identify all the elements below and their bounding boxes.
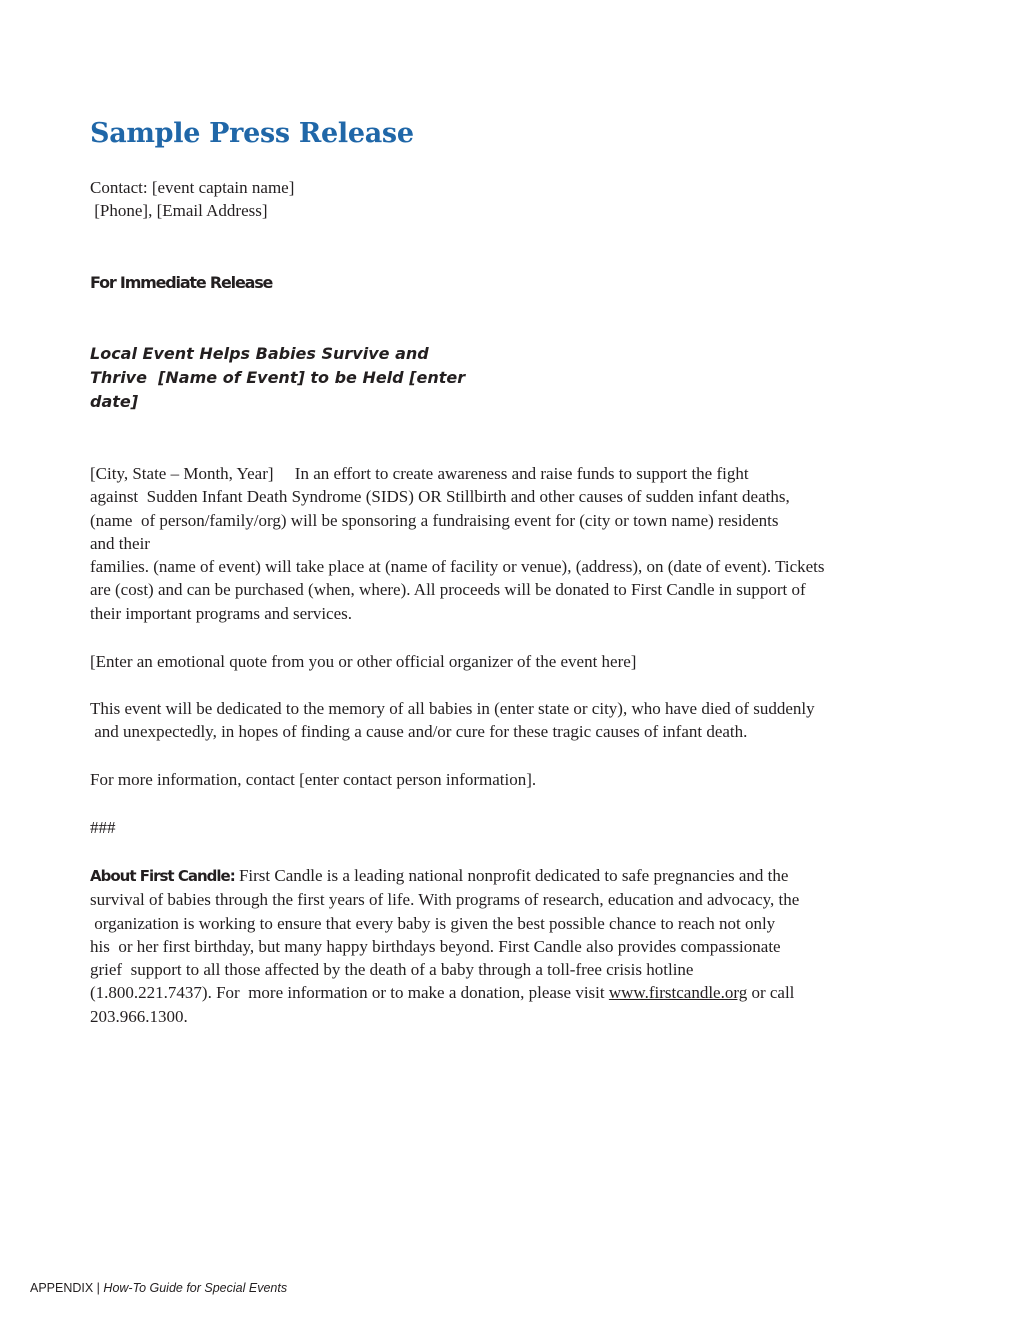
paragraph-line: (name of person/family/org) will be sponsoring a fundraising event for (city or town name) residents <box>90 510 779 530</box>
page-footer <box>30 1281 287 1295</box>
headline-line: Local Event Helps Babies Survive and <box>90 344 429 363</box>
paragraph-line: organization is working to ensure that every baby is given the best possible chance to reach not only <box>90 913 776 933</box>
separator <box>90 816 116 839</box>
paragraph-line: For more information, contact [enter contact person information]. <box>90 770 537 789</box>
body-paragraph-dedication <box>90 697 815 744</box>
paragraph-line: grief support to all those affected by the death of a baby through a toll-free crisis hotline <box>90 960 694 980</box>
paragraph-line: [Enter an emotional quote from you or other official organizer of the event here] <box>90 652 637 671</box>
paragraph-line: are (cost) and can be purchased (when, where). All proceeds will be donated to First Candle in support of <box>90 580 806 600</box>
paragraph-line: his or her first birthday, but many happy birthdays beyond. First Candle also provides compassionate <box>90 936 781 956</box>
body-paragraph-intro <box>90 462 825 625</box>
website-link[interactable]: www.firstcandle.org <box>608 983 748 1003</box>
about-text: or call <box>747 983 795 1003</box>
headline-line: Thrive [Name of Event] to be Held [enter <box>90 368 466 387</box>
about-paragraph <box>90 864 799 1028</box>
contact-block <box>90 176 294 222</box>
paragraph-line: families. (name of event) will take place at (name of facility or venue), (address), on (date of event). Tickets <box>90 557 825 577</box>
paragraph-line: and their <box>90 533 150 553</box>
about-label: About First Candle: <box>90 867 235 885</box>
headline-line: date] <box>90 392 139 411</box>
release-label: For Immediate Release <box>90 273 273 292</box>
footer-guide-title: How-To Guide for Special Events <box>103 1281 288 1295</box>
paragraph-line: their important programs and services. <box>90 603 353 623</box>
about-text: First Candle is a leading national nonprofit dedicated to safe pregnancies and the <box>234 866 789 885</box>
paragraph-line: against Sudden Infant Death Syndrome (SIDS) OR Stillbirth and other causes of sudden infant deaths, <box>90 487 790 507</box>
separator-text: ### <box>90 818 116 837</box>
paragraph-line: 203.966.1300. <box>90 1006 188 1026</box>
page-title: Sample Press Release <box>90 118 414 149</box>
headline <box>90 342 470 414</box>
paragraph-line: This event will be dedicated to the memory of all babies in (enter state or city), who have died of suddenly <box>90 699 815 718</box>
footer-section: APPENDIX | <box>30 1281 104 1295</box>
body-paragraph-quote <box>90 650 636 673</box>
paragraph-line: and unexpectedly, in hopes of finding a cause and/or cure for these tragic causes of infant death. <box>90 722 748 742</box>
contact-name-line: Contact: [event captain name] <box>90 178 295 197</box>
paragraph-line <box>90 981 799 1004</box>
contact-phone-email-line: [Phone], [Email Address] <box>90 201 268 220</box>
paragraph-line <box>90 864 799 888</box>
paragraph-line: [City, State – Month, Year] In an effort to create awareness and raise funds to support the fight <box>90 464 749 483</box>
paragraph-line: survival of babies through the first years of life. With programs of research, education and advocacy, the <box>90 890 800 910</box>
body-paragraph-more-info <box>90 768 536 791</box>
about-text: (1.800.221.7437). For more information or to make a donation, please visit <box>90 983 609 1003</box>
